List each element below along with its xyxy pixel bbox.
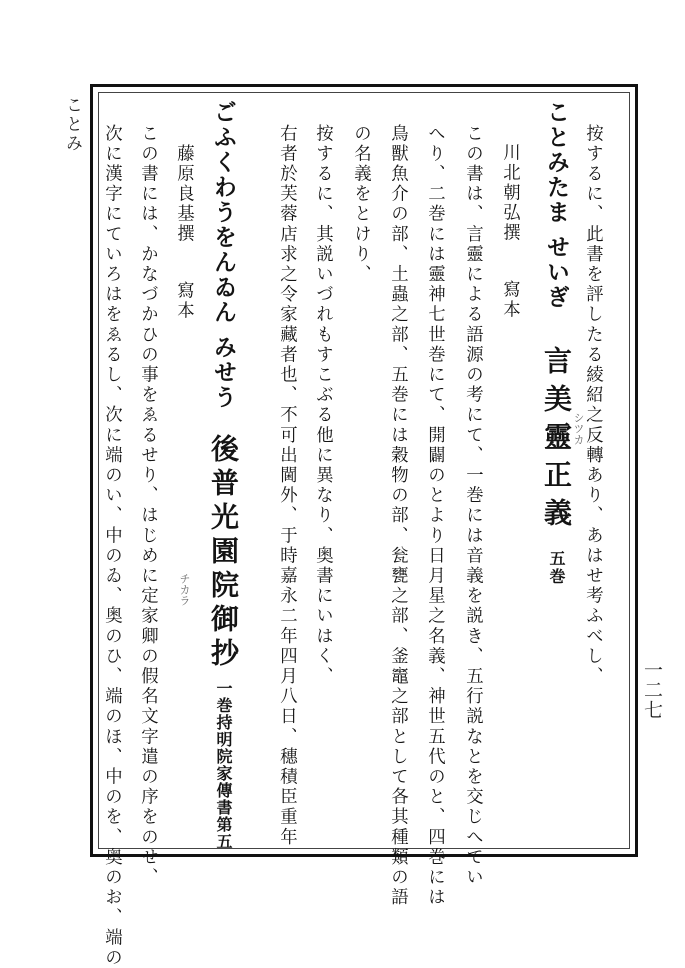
entry-title: 後普光園院御抄 [207,434,240,673]
ruby-annotation: シツカ [572,412,585,445]
text-column-5: へり、二巻には靈神七世巻にて、開闢のとより日月星之名義、神世五代のと、四巻には [424,124,445,908]
entry-reading: ことみたま せいぎ [543,100,569,311]
entry-author-line [173,144,194,321]
page-number: 一二七 [641,660,663,720]
running-head: ことみ [62,96,82,153]
text-column-13: 次に漢字にていろはをゑるし、次に端のい、中のゐ、奥のひ、端のほ、中のを、奥のお、端の [101,124,122,968]
copy-type: 寫本 [499,279,520,320]
text-column-6: 鳥獸魚介の部、土蟲之部、五巻には穀物の部、瓮甕之部、釜竈之部として各其種類の語 [387,124,408,908]
entry-volumes: 五巻 [547,550,566,587]
entry-reading: ごふくわうをんゐん みせう [210,100,236,411]
copy-type: 寫本 [173,280,194,321]
text-column-7: の名義をとけり、 [350,124,371,285]
text-column-9: 右者於芙蓉店求之令家藏者也、不可出閫外、于時嘉永二年四月八日、穗積臣重年 [276,124,297,848]
text-column-12: この書には、かなづかひの事をゑるせり、はじめに定家卿の假名文字遣の序をのせ、 [137,124,158,888]
entry-note: 一巻持明院家傳書第五 [214,680,233,851]
author: 藤原良基撰 [173,144,194,245]
entry-heading-kotomitama [540,100,573,587]
entry-title: 言美靈正義 [540,346,573,537]
entry-author-line [499,143,520,320]
margin-note: チカラ [178,573,191,606]
text-column-4: この書は、言靈による語源の考にて、一巻には音義を説き、五行説なとを交じへてい [462,124,483,888]
entry-heading-gofukouon [207,100,240,851]
text-column-8: 按するに、其説いづれもすこぶる他に異なり、奥書にいはく、 [312,124,333,687]
author: 川北朝弘撰 [499,143,520,244]
text-column-1: 按するに、此書を評したる綾紹之反轉あり、あはせ考ふべし、 [582,124,603,687]
